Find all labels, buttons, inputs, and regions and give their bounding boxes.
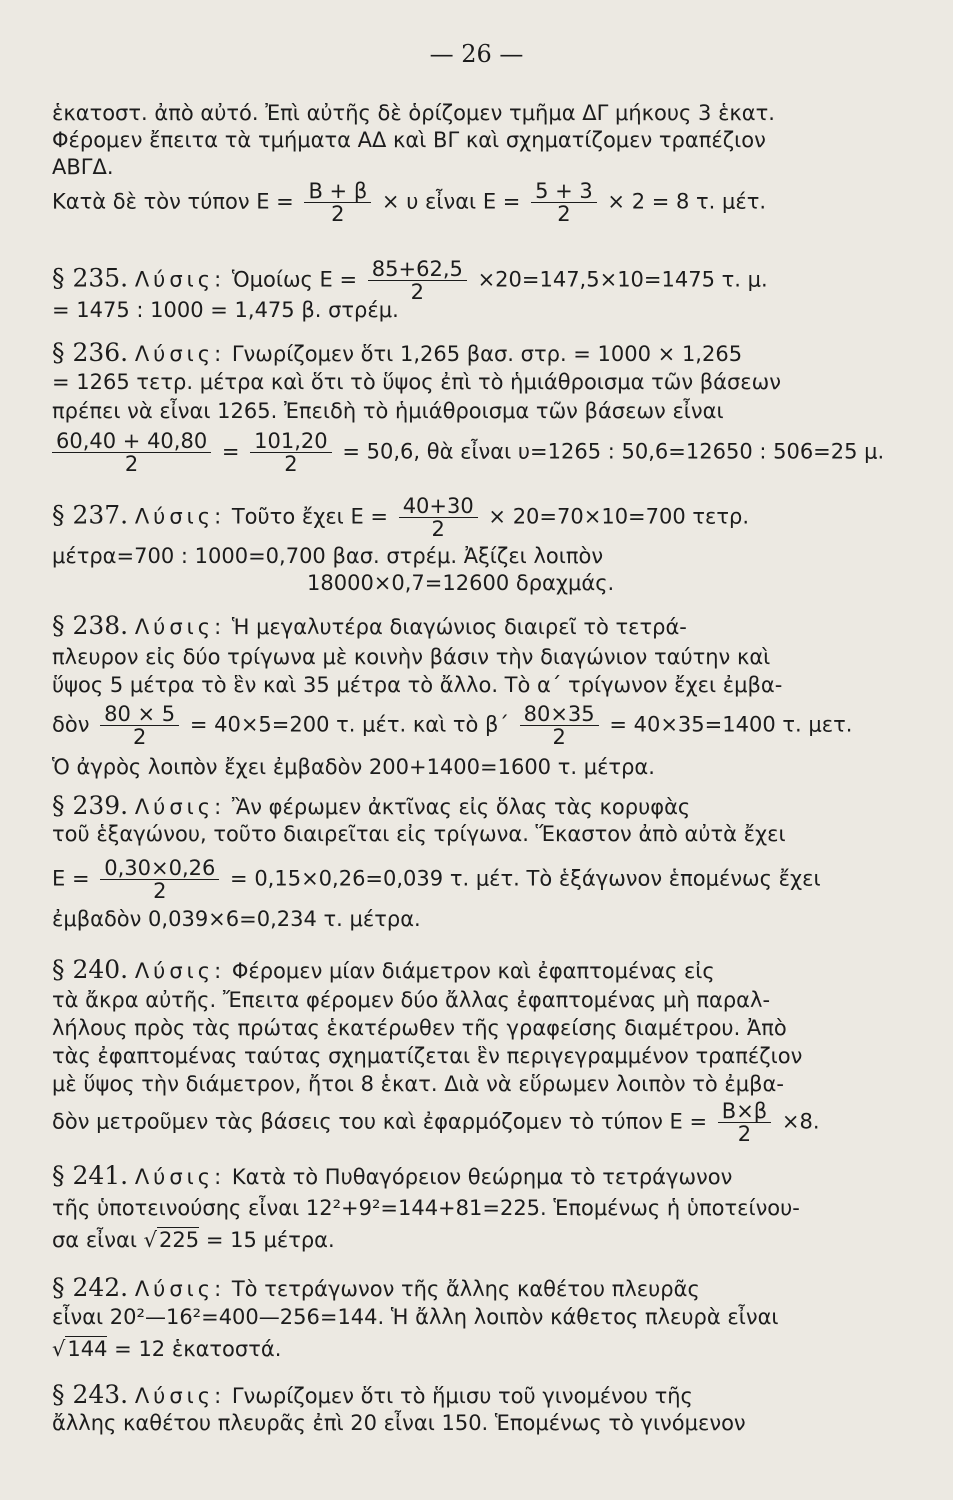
section-number: § 243. [52, 1380, 129, 1409]
numerator: Β + β [304, 180, 371, 203]
fraction [520, 703, 599, 748]
numerator: 101,20 [250, 430, 331, 453]
text-line: ΑΒΓΔ. [52, 155, 114, 179]
formula-line [52, 857, 883, 902]
text-line [52, 1336, 883, 1362]
denominator: 2 [124, 452, 139, 476]
text-fragment: = 0,15×0,26=0,039 τ. μέτ. Τὸ ἑξάγωνον ἑπομένως ἔχει [230, 866, 821, 891]
square-root-sign: √ [143, 1228, 158, 1252]
numerator: Β×β [718, 1100, 771, 1123]
section-number: § 242. [52, 1273, 129, 1302]
text-line [52, 1227, 883, 1253]
text-fragment: = 12 ἑκατοστά. [114, 1337, 282, 1361]
text-fragment: ×20=147,5×10=1475 τ. μ. [477, 267, 768, 292]
numerator: 0,30×0,26 [100, 857, 219, 880]
text-line: ἄλλης καθέτου πλευρᾶς ἐπὶ 20 εἶναι 150. Ἑπομένως τὸ γινόμενον [52, 1411, 746, 1435]
section-number: § 239. [52, 791, 129, 820]
text-line: Ὁ ἀγρὸς λοιπὸν ἔχει ἐμβαδὸν 200+1400=1600 τ. μέτρα. [52, 755, 655, 779]
solution-label: Λύσις: [134, 1277, 226, 1301]
formula-line [52, 430, 883, 475]
text-fragment: = 40×5=200 τ. μέτ. καὶ τὸ β΄ [189, 712, 509, 737]
radicand: 225 [159, 1228, 200, 1252]
text-fragment: = 15 μέτρα. [205, 1228, 335, 1252]
text-line: τὰ ἄκρα αὐτῆς. Ἔπειτα φέρομεν δύο ἄλλας ἐφαπτομένας μὴ παραλ- [52, 988, 771, 1012]
text-fragment: Ὁμοίως Ε = [231, 267, 358, 292]
text-fragment: Γνωρίζομεν ὅτι 1,265 βασ. στρ. = 1000 × 1,265 [231, 342, 743, 366]
text-line: τὰς ἐφαπτομένας ταύτας σχηματίζεται ἓν περιγεγραμμένον τραπέζιον [52, 1044, 803, 1068]
denominator: 2 [331, 202, 345, 226]
text-fragment: Τοῦτο ἔχει Ε = [231, 504, 388, 529]
text-line: 18000×0,7=12600 δραχμάς. [307, 571, 615, 595]
text-line: πρέπει νὰ εἶναι 1265. Ἐπειδὴ τὸ ἡμιάθροισμα τῶν βάσεων εἶναι [52, 399, 724, 423]
text-fragment: × υ εἶναι Ε = [381, 189, 521, 214]
section-242 [52, 1275, 883, 1302]
section-243 [52, 1382, 883, 1409]
text-fragment: δὸν μετροῦμεν τὰς βάσεις του καὶ ἐφαρμόζομεν τὸ τύπον Ε = [52, 1109, 708, 1134]
solution-label: Λύσις: [134, 267, 226, 292]
section-241 [52, 1163, 883, 1190]
section-number: § 237. [52, 500, 129, 530]
equals-sign: = [221, 439, 240, 464]
text-fragment: Ἡ μεγαλυτέρα διαγώνιος διαιρεῖ τὸ τετρά- [231, 615, 687, 639]
radicand: 144 [67, 1337, 108, 1361]
text-line: τῆς ὑποτεινούσης εἶναι 12²+9²=144+81=225. Ἑπομένως ἡ ὑποτείνου- [52, 1196, 800, 1220]
text-fragment: Γνωρίζομεν ὅτι τὸ ἥμισυ τοῦ γινομένου τῆς [231, 1384, 693, 1408]
solution-label: Λύσις: [134, 959, 226, 983]
section-238 [52, 613, 883, 640]
section-number: § 240. [52, 955, 129, 984]
text-line: τοῦ ἑξαγώνου, τοῦτο διαιρεῖται εἰς τρίγωνα. Ἕκαστον ἀπὸ αὐτὰ ἔχει [52, 822, 786, 846]
numerator: 85+62,5 [368, 258, 467, 281]
denominator: 2 [153, 879, 167, 903]
text-fragment: Ἂν φέρωμεν ἀκτῖνας εἰς ὅλας τὰς κορυφὰς [231, 795, 691, 819]
denominator: 2 [552, 725, 566, 749]
solution-label: Λύσις: [134, 615, 226, 639]
text-fragment: = 40×35=1400 τ. μετ. [609, 712, 853, 737]
denominator: 2 [431, 517, 445, 541]
text-line: = 1265 τετρ. μέτρα καὶ ὅτι τὸ ὕψος ἐπὶ τὸ ἡμιάθροισμα τῶν βάσεων [52, 370, 781, 394]
text-line: μέτρα=700 : 1000=0,700 βασ. στρέμ. Ἀξίζει λοιπὸν [52, 544, 604, 568]
section-239 [52, 793, 883, 820]
formula-line [52, 1100, 883, 1145]
text-line: ἑκατοστ. ἀπὸ αὐτό. Ἐπὶ αὐτῆς δὲ ὁρίζομεν τμῆμα ΔΓ μήκους 3 ἑκατ. [52, 101, 775, 125]
section-236 [52, 340, 883, 367]
page-number: — 26 — [429, 40, 524, 68]
text-line: = 1475 : 1000 = 1,475 β. στρέμ. [52, 298, 399, 322]
solution-label: Λύσις: [134, 504, 226, 529]
numerator: 80×35 [520, 703, 599, 726]
denominator: 2 [557, 202, 571, 226]
formula-line [52, 703, 883, 748]
numerator: 40+30 [399, 495, 478, 518]
text-fragment: = 50,6, θὰ εἶναι υ=1265 : 50,6=12650 : 506=25 μ. [342, 439, 885, 464]
denominator: 2 [737, 1122, 752, 1146]
denominator: 2 [410, 280, 425, 304]
numerator: 60,40 + 40,80 [52, 430, 211, 453]
text-fragment: ×8. [781, 1109, 820, 1134]
fraction [100, 857, 219, 902]
text-fragment: σα εἶναι [52, 1228, 137, 1252]
text-fragment: Κατὰ τὸ Πυθαγόρειον θεώρημα τὸ τετράγωνον [231, 1165, 733, 1189]
denominator: 2 [132, 725, 147, 749]
fraction [250, 430, 331, 475]
text-fragment: Τὸ τετράγωνον τῆς ἄλλης καθέτου πλευρᾶς [231, 1277, 700, 1301]
text-line: μὲ ὕψος τὴν διάμετρον, ἤτοι 8 ἑκατ. Διὰ νὰ εὕρωμεν λοιπὸν τὸ ἐμβα- [52, 1072, 784, 1096]
text-fragment: δὸν [52, 712, 90, 737]
fraction [399, 495, 478, 540]
fraction [100, 703, 179, 748]
solution-label: Λύσις: [134, 1384, 226, 1408]
text-line: πλευρον εἰς δύο τρίγωνα μὲ κοινὴν βάσιν τὴν διαγώνιον ταύτην καὶ [52, 645, 771, 669]
text-line: Φέρομεν ἔπειτα τὰ τμήματα ΑΔ καὶ ΒΓ καὶ σχηματίζομεν τραπέζιον [52, 128, 766, 152]
fraction [531, 180, 597, 225]
section-240 [52, 957, 883, 984]
square-root-sign: √ [52, 1337, 66, 1361]
text-fragment: Κατὰ δὲ τὸν τύπον Ε = [52, 189, 294, 214]
text-fragment: × 2 = 8 τ. μέτ. [607, 189, 767, 214]
section-number: § 235. [52, 263, 129, 293]
text-line: εἶναι 20²—16²=400—256=144. Ἡ ἄλλη λοιπὸν κάθετος πλευρὰ εἶναι [52, 1305, 779, 1329]
solution-label: Λύσις: [134, 1165, 226, 1189]
numerator: 80 × 5 [100, 703, 179, 726]
section-number: § 241. [52, 1161, 129, 1190]
section-237 [52, 495, 883, 540]
fraction [304, 180, 371, 225]
section-number: § 236. [52, 338, 129, 367]
denominator: 2 [284, 452, 298, 476]
text-fragment: Φέρομεν μίαν διάμετρον καὶ ἐφαπτομένας εἰς [231, 959, 715, 983]
solution-label: Λύσις: [134, 795, 226, 819]
section-number: § 238. [52, 611, 129, 640]
text-line: λήλους πρὸς τὰς πρώτας ἑκατέρωθεν τῆς γραφείσης διαμέτρου. Ἀπὸ [52, 1016, 787, 1040]
solution-label: Λύσις: [134, 342, 226, 366]
formula-line [52, 180, 883, 225]
fraction [718, 1100, 771, 1145]
fraction [52, 430, 211, 475]
numerator: 5 + 3 [531, 180, 597, 203]
text-fragment: Ε = [52, 866, 90, 891]
text-line: ὕψος 5 μέτρα τὸ ἓν καὶ 35 μέτρα τὸ ἄλλο. Τὸ α΄ τρίγωνον ἔχει ἐμβα- [52, 673, 783, 697]
text-fragment: × 20=70×10=700 τετρ. [488, 504, 750, 529]
text-line: ἐμβαδὸν 0,039×6=0,234 τ. μέτρα. [52, 907, 421, 931]
